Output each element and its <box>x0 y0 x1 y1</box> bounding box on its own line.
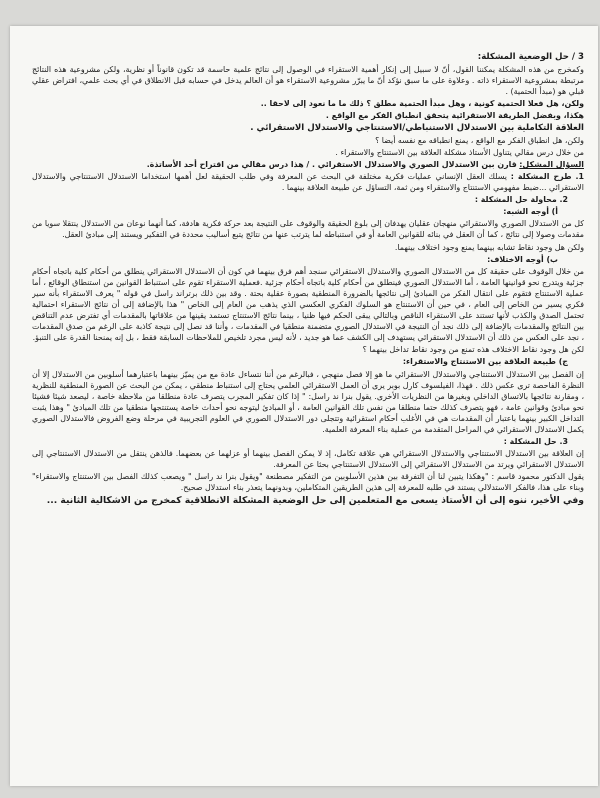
paragraph: من خلال الوقوف على حقيقة كل من الاستدلال الصوري والاستدلال الاستقرائي سنجد أهم فرق بينهما في كون أن الاستدلال الاستقرائي ينطلق من أحكام كلية باتجاه أحكام جزئية ويتدرج نحو قوانينها العامة ، أما الاستدلال الصوري فينطلق من أحكام كلية باتجاه أحكام جزئية .فعملية الاستقراء تقوم على استنباط القوانين من استنطاق الوقائع ، أما عملية الاستنتاج فتقوم على انتقال الفكر من المبادئ إلى نتائجها بالضرورة المنطقية بصورة عقلية بحتة . وقد بين ذلك برتراند راسل في قوله " يعرف الاستقراء بأنه سير فكري يسير من الخاص إلى العام ، في حين أن الاستنتاج هو السلوك الفكري العكسي الذي يذهب من العام إلى الخاص " هذا بالإضافة إلى أن نتائج الاستقراء احتمالية تحتمل الصدق والكذب لأنها تستند على الاستقراء الناقص وبالتالي يبقى الحكم فيها ظنيا ، بينما نتائج الاستنتاج تستمد يقينها من علاقاتها بالمقدمات أي تفترض عدم التناقض بين النتائج والمقدمات بالإضافة إلى ذلك نجد أن النتيجة في الاستدلال الصوري متضمنة منطقيا في المقدمات ، وأننا قد نصل إلى نتيجة كاذبة على الرغم من صدق المقدمات ، نجد على العكس من ذلك أن الاستدلال الاستقرائي يستهدف إلى الكشف عما هو جديد ، لأنه ليس مجرد تلخيص للملاحظات السابقة فقط ، بل إنه يمنحنا القدرة على التنبؤ. <box>32 266 584 343</box>
paragraph: لكن هل وجود نقاط الاختلاف هذه تمنع من وجود نقاط تداخل بينهما ؟ <box>362 345 584 355</box>
step-label: 1. طرح المشكلة : <box>510 171 584 181</box>
paragraph: ولكن، هل انطباق الفكر مع الواقع ، يمنع انطباقه مع نفسه أيضا ؟ <box>375 135 584 145</box>
paragraph: ولكن هل وجود نقاط تشابه بينهما يمنع وجود اختلاف بينهما. <box>394 242 584 252</box>
paragraph: يقول الدكتور محمود قاسم : "وهكذا يتبين لنا أن التفرقة بين هذين الأسلوبين من التفكير مصطنعة "ويقول بنرا ند راسل " ويصعب كذلك الفصل بين الاستنتاج والاستقراء" وبناء على هذا، فالفكر الاستدلالي يستند في طلبه للمعرفة إلى هذين الطريقين المتكاملين، وبدونهما يتعذر بناء استدلال صحيح. <box>32 472 584 493</box>
question-text: قارن بين الاستدلال الصوري والاستدلال الاستقرائي . / هذا درس مقالي من اقتراح أحد الأساتذة. <box>146 159 517 169</box>
subheading: ج) طبيعة العلاقة بين الاستنتاج والاستقراء: <box>402 357 568 367</box>
paragraph: ولكن، هل فعلا الحتمية كونية ، وهل مبدأ الحتمية مطلق ؟ ذلك ما ما نعود إلى لاحقا .. <box>260 99 584 109</box>
paragraph: إن العلاقة بين الاستدلال الاستنتاجي والاستدلال الاستقرائي هي علاقة تكامل، إذ لا يمكن الفصل بينهما أو عزلهما عن بعضهما. فالذهن ينتقل من الاستدلال الاستنتاجي إلى الاستدلال الاستقرائي ويرتد من الاستدلال الاستقرائي إلى الاستدلال الاستنتاجي بحثا عن المعرفة. <box>32 449 584 470</box>
question-line <box>32 159 584 170</box>
paragraph: كل من الاستدلال الصوري والاستقرائي منهجان عقليان يهدفان إلى بلوغ الحقيقة والوقوف على النتيجة بعد حركة فكرية هادفة، كما أنهما نوعان من الاستدلال ينتقلا سويا من مقدمات وصولا إلى نتائج ، كما أن العقل في بنائه للقوانين العامة أو في استنباطه لما يترتب عنها من نتائج يتبع أساليب محددة في التفكير ويستند إلى مبادئ العقل. <box>32 219 584 240</box>
paragraph: هكذا، وبفضل الطريقة الاستقرائية يتحقق انطباق الفكر مع الواقع . <box>325 111 584 121</box>
question-label: السؤال المشكل: <box>519 159 584 169</box>
step-label: 2. محاولة حل المشكلة : <box>474 195 568 205</box>
section-heading: 3 / حل الوضعية المشكلة: <box>477 52 584 62</box>
document-body <box>32 52 584 778</box>
step-label: 3. حل المشكلة : <box>503 437 568 447</box>
paragraph: وكمخرج من هذه المشكلة يمكننا القول، أنّ لا سبيل إلى إنكار أهمية الاستقراء في الوصول إلى نتائج علمية حاسمة قد تكون قانوناً أو نظرية، ولكن مشروعية هذه النتائج مرتبطة بمشروعية الاستقراء ذاته . وعلاوة على ما سبق نؤكد أنّ ما يبرّر مشروعية الاستقراء هو أن العالم يدخل في حسابه قبل الانطلاق في أي بحث علمي، افتراض عقلي قبلي هو (مبدأ الحتمية) . <box>32 65 584 97</box>
paragraph: من خلال درس مقالي يتناول الأستاذ مشكلة العلاقة بين الاستنتاج والاستقراء . <box>335 147 584 157</box>
closing-line: وفي الأخير، ننوه إلى أن الأستاذ يسعى مع المتعلمين إلى حل الوضعية المشكلة الانطلاقية كمخرج من الاشكالية الثانية ... <box>46 494 584 506</box>
step-text: يسلك العقل الإنساني عمليات فكرية مختلفة في البحث عن المعرفة وفي طلب الحقيقة لعل أهمها استخداما الاستدلال الاستنتاجي والاستدلال الاستقرائي ...ضبط مفهومي الاستنتاج والاستقراء ومن ثمة، التساؤل عن طبيعة العلاقة بينهما . <box>32 171 584 193</box>
subheading: ب) أوجه الاختلاف: <box>487 254 558 264</box>
step-paragraph <box>32 171 584 193</box>
section-heading: العلاقة التكاملية بين الاستدلال الاستنباطي/الاستنتاجي والاستدلال الاستقرائي . <box>250 122 584 133</box>
subheading: أ) أوجه الشبه: <box>503 207 558 217</box>
paragraph: إن الفصل بين الاستدلال الاستنتاجي والاستدلال الاستقرائي ما هو إلا فصل منهجي ، فبالرغم من أننا نتساءل عادة مع من يميّز بينهما باعتبارهما أسلوبين من الاستدلال إلا أن النظرة الفاحصة ترى عكس ذلك . فهذا، الفيلسوف كارل بوبر يرى أن العمل الاستقرائي العلمي يحتاج إلى استنباط منطقي ، يمكن من البحث عن الصورة المنطقية للنظرية ، ومقارنة نتائجها بالاتساق الداخلي وبغيرها من النظريات الأخرى. يقول بنرا ند راسل: " إذا كان تفكير المجرب يتصرف عادة منطلقا من ملاحظة خاصة ، ليصعد شيئا فشيئا نحو مبادئ وقوانين عامة ، فهو يتصرف كذلك حتما منطلقا من نفس تلك القوانين العامة ، أو المبادئ ليتوجه نحو أحداث خاصة يستنتجها منطقيا من تلك المبادئ " وهذا يثبت التداخل الكبير بينهما باعتبار أن المقدمات هي في الأغلب أحكام استقرائية وتتجلى دور الاستدلال الصوري في العلوم التجريبية في مرحلة وضع الفروض فالاستدلال الصوري يكمل الاستدلال الاستقرائي في المراحل المتقدمة من عملية بناء المعرفة العلمية. <box>32 369 584 434</box>
document-page <box>10 26 598 786</box>
